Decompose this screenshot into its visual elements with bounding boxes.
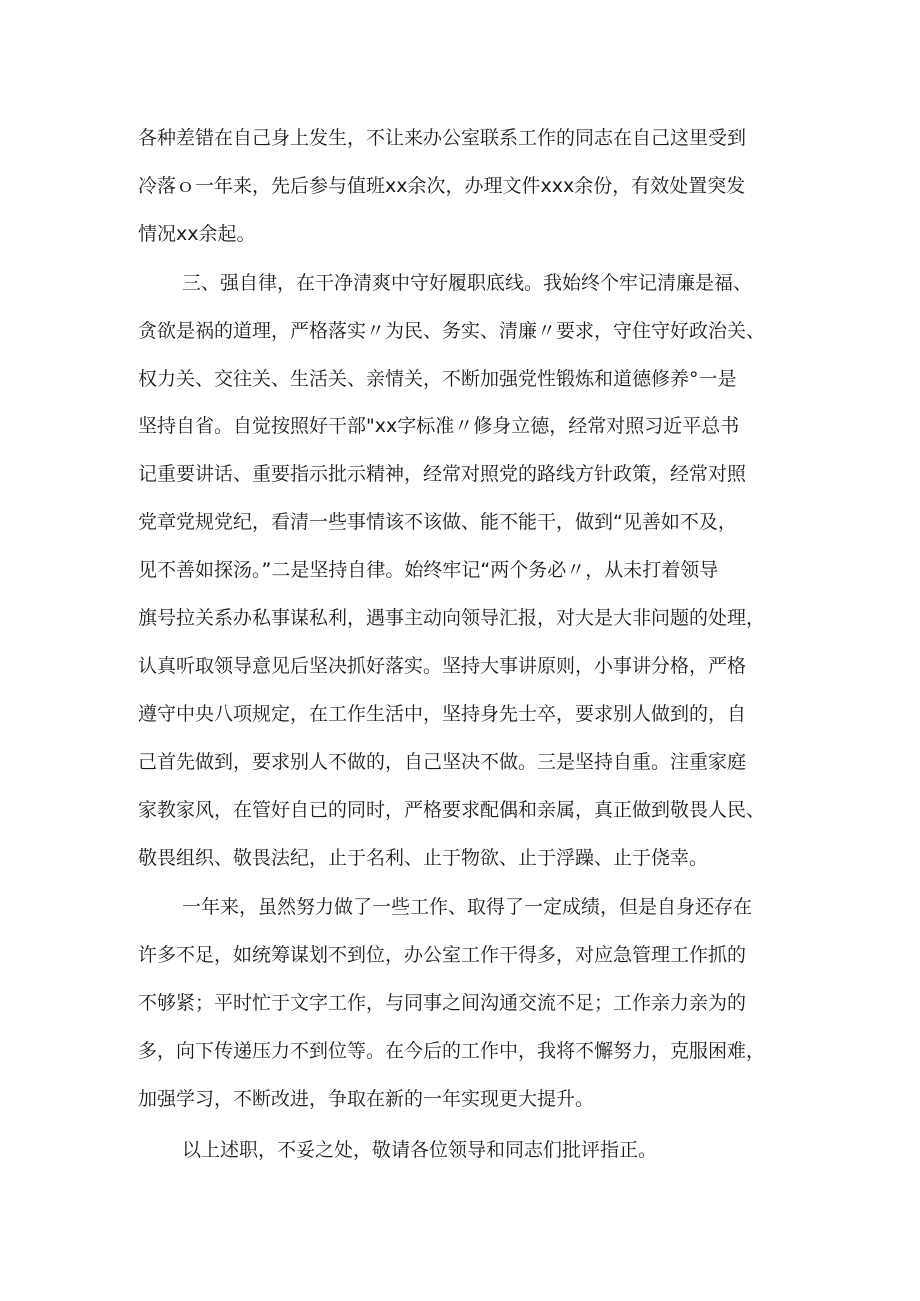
text-line: 贪欲是祸的道理，严格落实〃为民、务实、清廉〃要求，守住守好政治关、 bbox=[138, 320, 766, 342]
text-line: 党章党规党纪，看清一些事情该不该做、能不能干，做到“见善如不及， bbox=[138, 511, 737, 533]
text-line: 各种差错在自己身上发生，不让来办公室联系工作的同志在自己这里受到 bbox=[138, 127, 747, 149]
text-line: 许多不足，如统筹谋划不到位，办公室工作干得多，对应急管理工作抓的 bbox=[138, 944, 747, 966]
text-line: 冷落ｏ一年来，先后参与值班xx余次，办理文件xxx余份，有效处置突发 bbox=[138, 175, 746, 197]
text-line: 多，向下传递压力不到位等。在今后的工作中，我将不懈努力，克服困难， bbox=[138, 1040, 766, 1062]
text-line: 一年来，虽然努力做了一些工作、取得了一定成绩，但是自身还存在 bbox=[182, 896, 753, 918]
text-line: 记重要讲话、重要指示批示精神，经常对照党的路线方针政策，经常对照 bbox=[138, 463, 747, 485]
text-line: 遵守中央八项规定，在工作生活中，坚持身先士卒，要求别人做到的，自 bbox=[138, 703, 747, 725]
text-line: 以上述职，不妥之处，敬请各位领导和同志们批评指正。 bbox=[182, 1139, 658, 1161]
text-line: 坚持自省。自觉按照好干部"xx字标准〃修身立德，经常对照习近平总书 bbox=[138, 415, 740, 437]
text-line: 加强学习，不断改进，争取在新的一年实现更大提升。 bbox=[138, 1088, 595, 1110]
text-line: 情况xx余起。 bbox=[138, 223, 256, 245]
text-line: 三、强自律，在干净清爽中守好履职底线。我始终个牢记清廉是福、 bbox=[182, 272, 753, 294]
text-line: 己首先做到，要求别人不做的，自己坚决不做。三是坚持自重。注重家庭 bbox=[138, 751, 747, 773]
text-line: 不够紧；平时忙于文字工作，与同事之间沟通交流不足；工作亲力亲为的 bbox=[138, 992, 747, 1014]
text-line: 权力关、交往关、生活关、亲情关，不断加强党性锻炼和道德修养°一是 bbox=[138, 368, 737, 390]
text-line: 旗号拉关系办私事谋私利，遇事主动向领导汇报，对大是大非问题的处理， bbox=[138, 607, 766, 629]
text-line: 敬畏组织、敬畏法纪，止于名利、止于物欲、止于浮躁、止于侥幸。 bbox=[138, 847, 709, 869]
text-line: 家教家风，在管好自已的同时，严格要求配偶和亲属，真正做到敬畏人民、 bbox=[138, 799, 766, 821]
text-line: 认真听取领导意见后坚决抓好落实。坚持大事讲原则，小事讲分格，严格 bbox=[138, 655, 747, 677]
text-line: 见不善如探汤。”二是坚持自律。始终牢记“两个务必〃，从未打着领导 bbox=[138, 559, 719, 581]
